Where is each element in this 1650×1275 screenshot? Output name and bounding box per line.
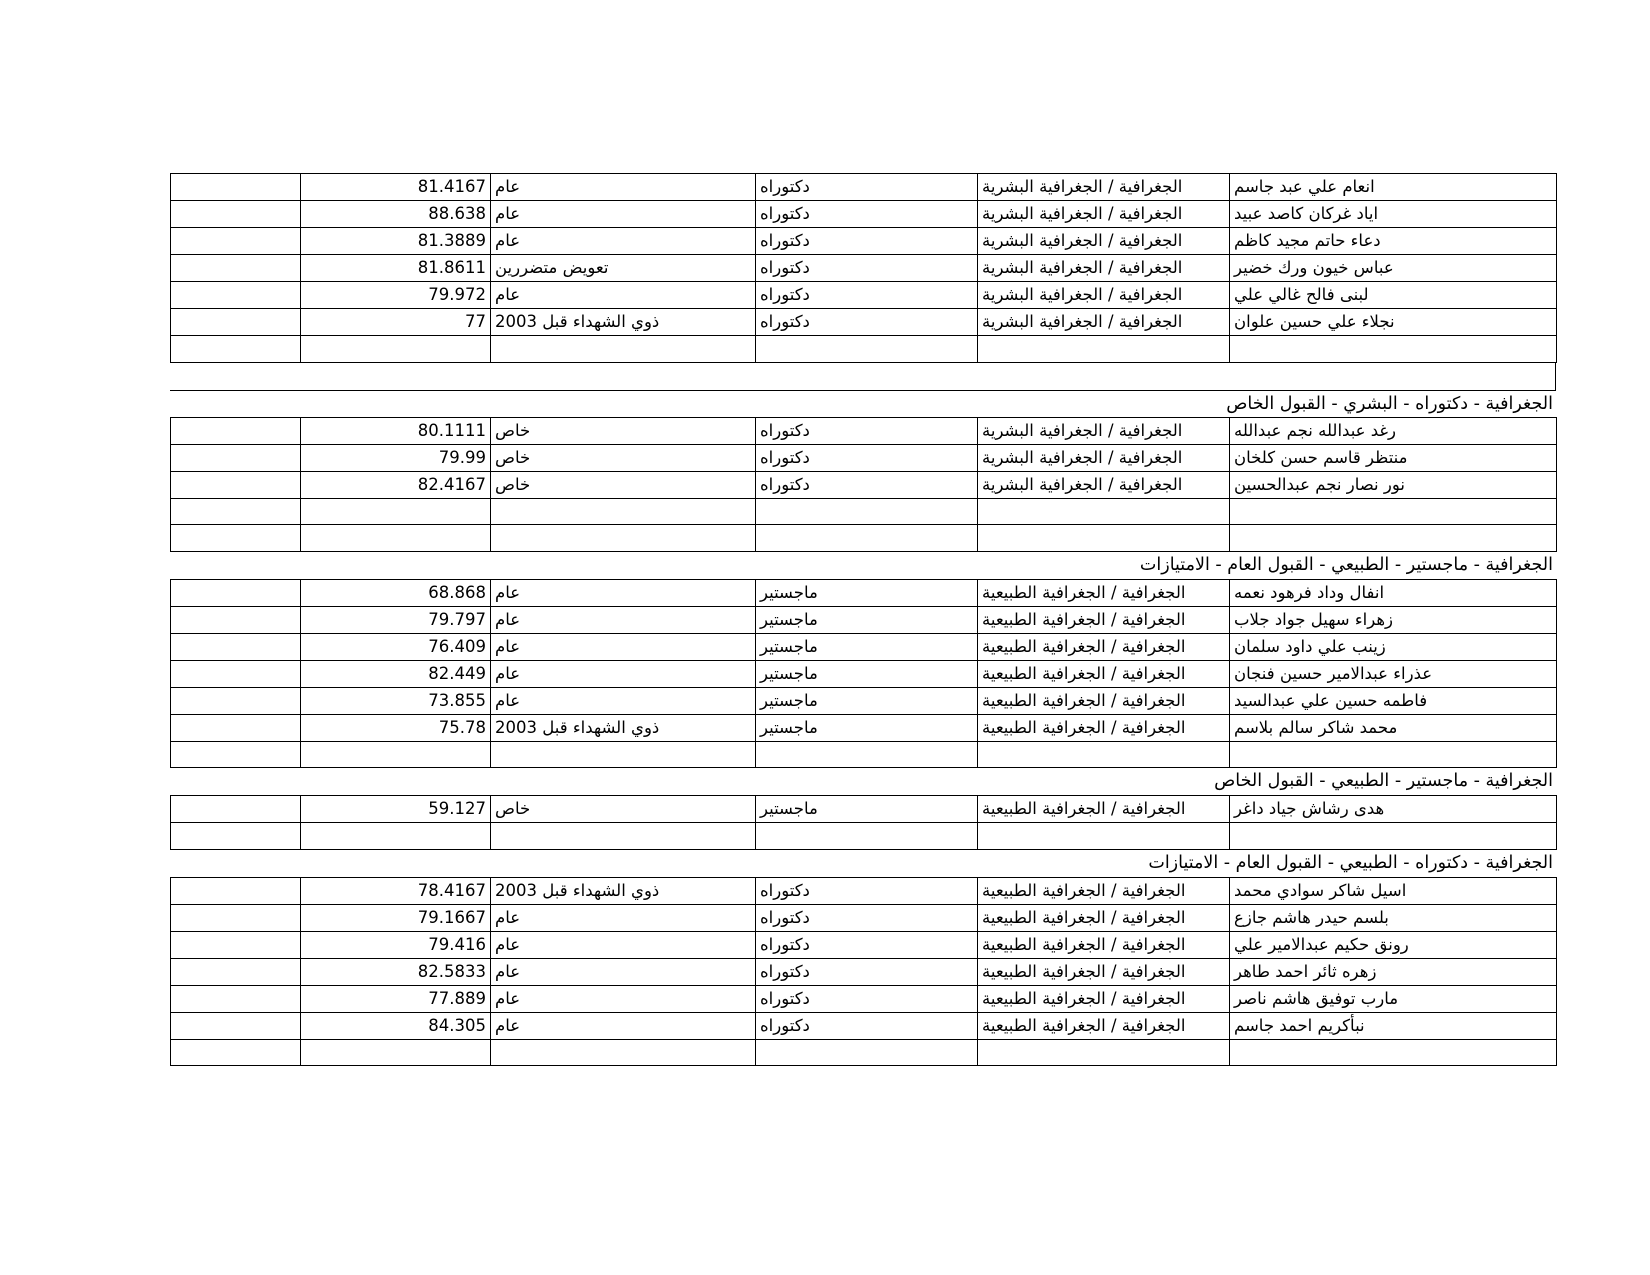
table-row bbox=[171, 309, 1557, 336]
degree-cell: دكتوراه bbox=[756, 255, 978, 282]
score-cell bbox=[301, 525, 491, 552]
score-cell: 81.3889 bbox=[301, 228, 491, 255]
department-cell: الجغرافية / الجغرافية الطبيعية bbox=[978, 606, 1230, 633]
blank-cell bbox=[171, 498, 301, 525]
student-name-cell bbox=[1230, 498, 1557, 525]
student-name-cell: زينب علي داود سلمان bbox=[1230, 633, 1557, 660]
table-row bbox=[171, 931, 1557, 958]
score-cell: 76.409 bbox=[301, 633, 491, 660]
student-name-cell bbox=[1230, 336, 1557, 363]
blank-cell bbox=[171, 579, 301, 606]
department-cell: الجغرافية / الجغرافية البشرية bbox=[978, 417, 1230, 444]
admission-type-cell: عام bbox=[491, 1012, 756, 1039]
degree-cell: دكتوراه bbox=[756, 444, 978, 471]
table-row bbox=[171, 471, 1557, 498]
admission-type-cell: ذوي الشهداء قبل 2003 bbox=[491, 877, 756, 904]
admission-type-cell: خاص bbox=[491, 417, 756, 444]
results-table bbox=[170, 173, 1557, 363]
table-row bbox=[171, 958, 1557, 985]
department-cell: الجغرافية / الجغرافية الطبيعية bbox=[978, 958, 1230, 985]
table-row bbox=[171, 823, 1557, 850]
blank-cell bbox=[171, 336, 301, 363]
results-table bbox=[170, 877, 1557, 1067]
department-cell: الجغرافية / الجغرافية الطبيعية bbox=[978, 877, 1230, 904]
blank-cell bbox=[171, 255, 301, 282]
student-name-cell bbox=[1230, 525, 1557, 552]
score-cell: 75.78 bbox=[301, 714, 491, 741]
admission-type-cell: عام bbox=[491, 985, 756, 1012]
score-cell: 79.416 bbox=[301, 931, 491, 958]
department-cell: الجغرافية / الجغرافية الطبيعية bbox=[978, 904, 1230, 931]
blank-cell bbox=[171, 309, 301, 336]
table-section bbox=[170, 173, 1556, 363]
degree-cell: ماجستير bbox=[756, 796, 978, 823]
department-cell bbox=[978, 498, 1230, 525]
table-row bbox=[171, 687, 1557, 714]
degree-cell: دكتوراه bbox=[756, 1012, 978, 1039]
blank-cell bbox=[171, 228, 301, 255]
score-cell: 81.8611 bbox=[301, 255, 491, 282]
degree-cell: دكتوراه bbox=[756, 985, 978, 1012]
spreadsheet-page bbox=[170, 173, 1556, 1066]
blank-cell bbox=[171, 714, 301, 741]
score-cell bbox=[301, 498, 491, 525]
table-row bbox=[171, 985, 1557, 1012]
department-cell: الجغرافية / الجغرافية البشرية bbox=[978, 282, 1230, 309]
blank-cell bbox=[171, 1012, 301, 1039]
score-cell: 79.797 bbox=[301, 606, 491, 633]
department-cell: الجغرافية / الجغرافية الطبيعية bbox=[978, 1012, 1230, 1039]
student-name-cell: انعام علي عبد جاسم bbox=[1230, 174, 1557, 201]
blank-cell bbox=[171, 687, 301, 714]
student-name-cell: انفال وداد فرهود نعمه bbox=[1230, 579, 1557, 606]
score-cell: 84.305 bbox=[301, 1012, 491, 1039]
score-cell: 79.1667 bbox=[301, 904, 491, 931]
department-cell: الجغرافية / الجغرافية الطبيعية bbox=[978, 660, 1230, 687]
student-name-cell: رغد عبدالله نجم عبدالله bbox=[1230, 417, 1557, 444]
degree-cell: ماجستير bbox=[756, 687, 978, 714]
admission-type-cell bbox=[491, 525, 756, 552]
admission-type-cell bbox=[491, 336, 756, 363]
department-cell: الجغرافية / الجغرافية الطبيعية bbox=[978, 633, 1230, 660]
section-heading: الجغرافية - دكتوراه - البشري - القبول الخاص bbox=[170, 390, 1556, 417]
blank-cell bbox=[171, 282, 301, 309]
degree-cell: دكتوراه bbox=[756, 417, 978, 444]
table-row bbox=[171, 201, 1557, 228]
blank-cell bbox=[171, 660, 301, 687]
table-row bbox=[171, 714, 1557, 741]
student-name-cell bbox=[1230, 823, 1557, 850]
table-section bbox=[170, 552, 1556, 769]
degree-cell: دكتوراه bbox=[756, 174, 978, 201]
score-cell: 82.5833 bbox=[301, 958, 491, 985]
student-name-cell: فاطمه حسين علي عبدالسيد bbox=[1230, 687, 1557, 714]
admission-type-cell: خاص bbox=[491, 444, 756, 471]
section-heading: الجغرافية - ماجستير - الطبيعي - القبول العام - الامتيازات bbox=[1139, 554, 1553, 575]
score-cell: 82.449 bbox=[301, 660, 491, 687]
student-name-cell bbox=[1230, 1039, 1557, 1066]
admission-type-cell: عام bbox=[491, 660, 756, 687]
table-row bbox=[171, 579, 1557, 606]
department-cell: الجغرافية / الجغرافية البشرية bbox=[978, 174, 1230, 201]
score-cell bbox=[301, 1039, 491, 1066]
blank-cell bbox=[171, 174, 301, 201]
degree-cell: دكتوراه bbox=[756, 904, 978, 931]
score-cell: 73.855 bbox=[301, 687, 491, 714]
table-section bbox=[170, 363, 1556, 552]
degree-cell: ماجستير bbox=[756, 606, 978, 633]
admission-type-cell bbox=[491, 498, 756, 525]
student-name-cell: عذراء عبدالامير حسين فنجان bbox=[1230, 660, 1557, 687]
table-row bbox=[171, 1039, 1557, 1066]
table-row bbox=[171, 796, 1557, 823]
admission-type-cell: عام bbox=[491, 931, 756, 958]
admission-type-cell: عام bbox=[491, 687, 756, 714]
blank-cell bbox=[171, 877, 301, 904]
blank-cell bbox=[171, 958, 301, 985]
blank-cell bbox=[171, 985, 301, 1012]
table-row bbox=[171, 174, 1557, 201]
department-cell bbox=[978, 1039, 1230, 1066]
admission-type-cell: خاص bbox=[491, 471, 756, 498]
table-row bbox=[171, 228, 1557, 255]
degree-cell: دكتوراه bbox=[756, 309, 978, 336]
table-row bbox=[171, 606, 1557, 633]
department-cell: الجغرافية / الجغرافية البشرية bbox=[978, 255, 1230, 282]
admission-type-cell: عام bbox=[491, 282, 756, 309]
score-cell: 80.1111 bbox=[301, 417, 491, 444]
degree-cell: دكتوراه bbox=[756, 931, 978, 958]
student-name-cell bbox=[1230, 741, 1557, 768]
table-row bbox=[171, 336, 1557, 363]
results-table bbox=[170, 795, 1557, 850]
student-name-cell: عباس خيون ورك خضير bbox=[1230, 255, 1557, 282]
student-name-cell: محمد شاكر سالم بلاسم bbox=[1230, 714, 1557, 741]
table-row bbox=[171, 660, 1557, 687]
department-cell: الجغرافية / الجغرافية الطبيعية bbox=[978, 931, 1230, 958]
table-section bbox=[170, 768, 1556, 850]
degree-cell: دكتوراه bbox=[756, 228, 978, 255]
table-row bbox=[171, 417, 1557, 444]
degree-cell bbox=[756, 525, 978, 552]
blank-cell bbox=[171, 633, 301, 660]
admission-type-cell: عام bbox=[491, 228, 756, 255]
table-row bbox=[171, 255, 1557, 282]
student-name-cell: نبأكريم احمد جاسم bbox=[1230, 1012, 1557, 1039]
admission-type-cell: عام bbox=[491, 606, 756, 633]
table-row bbox=[171, 498, 1557, 525]
section-heading: الجغرافية - ماجستير - الطبيعي - القبول الخاص bbox=[1214, 771, 1553, 791]
admission-type-cell: عام bbox=[491, 174, 756, 201]
degree-cell: ماجستير bbox=[756, 633, 978, 660]
score-cell bbox=[301, 741, 491, 768]
student-name-cell: مارب توفيق هاشم ناصر bbox=[1230, 985, 1557, 1012]
degree-cell: دكتوراه bbox=[756, 282, 978, 309]
department-cell: الجغرافية / الجغرافية الطبيعية bbox=[978, 687, 1230, 714]
admission-type-cell: عام bbox=[491, 904, 756, 931]
admission-type-cell bbox=[491, 1039, 756, 1066]
department-cell: الجغرافية / الجغرافية البشرية bbox=[978, 309, 1230, 336]
student-name-cell: نجلاء علي حسين علوان bbox=[1230, 309, 1557, 336]
blank-cell bbox=[171, 796, 301, 823]
admission-type-cell: خاص bbox=[491, 796, 756, 823]
student-name-cell: رونق حكيم عبدالامير علي bbox=[1230, 931, 1557, 958]
score-cell: 79.99 bbox=[301, 444, 491, 471]
admission-type-cell bbox=[491, 741, 756, 768]
department-cell: الجغرافية / الجغرافية البشرية bbox=[978, 201, 1230, 228]
score-cell: 79.972 bbox=[301, 282, 491, 309]
admission-type-cell bbox=[491, 823, 756, 850]
blank-cell bbox=[171, 417, 301, 444]
blank-cell bbox=[171, 931, 301, 958]
score-cell bbox=[301, 823, 491, 850]
degree-cell bbox=[756, 336, 978, 363]
blank-cell bbox=[171, 606, 301, 633]
blank-cell bbox=[171, 444, 301, 471]
department-cell bbox=[978, 525, 1230, 552]
admission-type-cell: عام bbox=[491, 201, 756, 228]
degree-cell: دكتوراه bbox=[756, 958, 978, 985]
department-cell bbox=[978, 336, 1230, 363]
degree-cell: ماجستير bbox=[756, 714, 978, 741]
admission-type-cell: عام bbox=[491, 579, 756, 606]
admission-type-cell: عام bbox=[491, 633, 756, 660]
admission-type-cell: عام bbox=[491, 958, 756, 985]
blank-cell bbox=[171, 904, 301, 931]
admission-type-cell: تعويض متضررين bbox=[491, 255, 756, 282]
student-name-cell: منتظر قاسم حسن كلخان bbox=[1230, 444, 1557, 471]
score-cell: 68.868 bbox=[301, 579, 491, 606]
blank-cell bbox=[171, 823, 301, 850]
degree-cell: ماجستير bbox=[756, 579, 978, 606]
student-name-cell: اياد غركان كاصد عبيد bbox=[1230, 201, 1557, 228]
score-cell: 88.638 bbox=[301, 201, 491, 228]
department-cell bbox=[978, 823, 1230, 850]
degree-cell: دكتوراه bbox=[756, 877, 978, 904]
score-cell bbox=[301, 336, 491, 363]
degree-cell bbox=[756, 1039, 978, 1066]
student-name-cell: هدى رشاش جياد داغر bbox=[1230, 796, 1557, 823]
admission-type-cell: ذوي الشهداء قبل 2003 bbox=[491, 309, 756, 336]
table-section bbox=[170, 850, 1556, 1067]
degree-cell: ماجستير bbox=[756, 660, 978, 687]
student-name-cell: نور نصار نجم عبدالحسين bbox=[1230, 471, 1557, 498]
degree-cell bbox=[756, 823, 978, 850]
department-cell bbox=[978, 741, 1230, 768]
student-name-cell: دعاء حاتم مجيد كاظم bbox=[1230, 228, 1557, 255]
student-name-cell: زهره ثائر احمد طاهر bbox=[1230, 958, 1557, 985]
department-cell: الجغرافية / الجغرافية البشرية bbox=[978, 228, 1230, 255]
results-table bbox=[170, 417, 1557, 552]
degree-cell: دكتوراه bbox=[756, 471, 978, 498]
score-cell: 77 bbox=[301, 309, 491, 336]
department-cell: الجغرافية / الجغرافية الطبيعية bbox=[978, 985, 1230, 1012]
degree-cell bbox=[756, 741, 978, 768]
blank-cell bbox=[171, 525, 301, 552]
table-row bbox=[171, 877, 1557, 904]
score-cell: 81.4167 bbox=[301, 174, 491, 201]
student-name-cell: بلسم حيدر هاشم جازع bbox=[1230, 904, 1557, 931]
department-cell: الجغرافية / الجغرافية البشرية bbox=[978, 471, 1230, 498]
degree-cell: دكتوراه bbox=[756, 201, 978, 228]
score-cell: 77.889 bbox=[301, 985, 491, 1012]
section-heading: الجغرافية - دكتوراه - الطبيعي - القبول العام - الامتيازات bbox=[1148, 852, 1553, 873]
blank-cell bbox=[171, 201, 301, 228]
table-row bbox=[171, 741, 1557, 768]
department-cell: الجغرافية / الجغرافية البشرية bbox=[978, 444, 1230, 471]
blank-cell bbox=[171, 1039, 301, 1066]
table-row bbox=[171, 633, 1557, 660]
table-row bbox=[171, 1012, 1557, 1039]
score-cell: 59.127 bbox=[301, 796, 491, 823]
spacer-row bbox=[170, 363, 1556, 390]
degree-cell bbox=[756, 498, 978, 525]
blank-cell bbox=[171, 471, 301, 498]
table-row bbox=[171, 282, 1557, 309]
department-cell: الجغرافية / الجغرافية الطبيعية bbox=[978, 796, 1230, 823]
student-name-cell: اسيل شاكر سوادي محمد bbox=[1230, 877, 1557, 904]
student-name-cell: زهراء سهيل جواد جلاب bbox=[1230, 606, 1557, 633]
results-table bbox=[170, 579, 1557, 769]
admission-type-cell: ذوي الشهداء قبل 2003 bbox=[491, 714, 756, 741]
blank-cell bbox=[171, 741, 301, 768]
score-cell: 78.4167 bbox=[301, 877, 491, 904]
table-row bbox=[171, 904, 1557, 931]
table-row bbox=[171, 444, 1557, 471]
table-row bbox=[171, 525, 1557, 552]
department-cell: الجغرافية / الجغرافية الطبيعية bbox=[978, 579, 1230, 606]
score-cell: 82.4167 bbox=[301, 471, 491, 498]
department-cell: الجغرافية / الجغرافية الطبيعية bbox=[978, 714, 1230, 741]
student-name-cell: لبنى فالح غالي علي bbox=[1230, 282, 1557, 309]
